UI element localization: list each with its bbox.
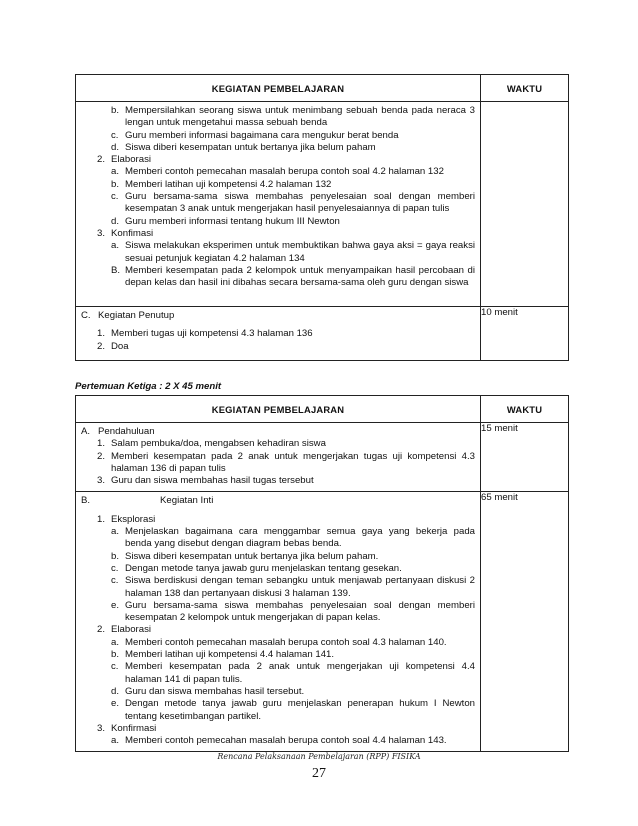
list-item-label: 2. <box>97 624 106 636</box>
core-activity-continued-list <box>76 102 480 293</box>
table-row <box>76 102 569 307</box>
list-item-text: Guru memberi informasi bagaimana cara mengukur berat benda <box>125 129 399 141</box>
list-item-text: Elaborasi <box>111 624 151 636</box>
list-item-text: Doa <box>111 340 129 352</box>
list-item-label: d. <box>111 215 120 227</box>
list-item-label: 2. <box>97 154 106 166</box>
meeting-heading: Pertemuan Ketiga : 2 X 45 menit <box>75 381 222 392</box>
section-title-opening: A. Pendahuluan <box>81 426 155 437</box>
footer-document-title: Rencana Pelaksanaan Pembelajaran (RPP) FISIKA <box>217 752 421 761</box>
page-number: 27 <box>312 766 326 781</box>
list-item-label: b. <box>111 649 120 661</box>
list-item-label: c. <box>111 129 119 141</box>
list-item-label: d. <box>111 685 120 697</box>
table-row <box>76 492 569 752</box>
list-item <box>81 341 475 353</box>
list-item <box>81 154 475 166</box>
table-header-row <box>76 75 569 102</box>
core-activity-list <box>81 514 475 748</box>
list-item-label: c. <box>111 661 119 673</box>
list-item-label: b. <box>111 550 120 562</box>
list-item <box>81 563 475 575</box>
list-item-text: Memberi kesempatan pada 2 anak untuk mengerjakan uji kompetensi 4.4 halaman 141 di papan tulis. <box>125 661 475 685</box>
list-item-label: a. <box>111 735 120 747</box>
list-item <box>81 191 475 216</box>
list-item <box>81 735 475 747</box>
column-header-activity: KEGIATAN PEMBELAJARAN <box>76 75 481 102</box>
list-item <box>81 514 475 526</box>
table-row <box>76 307 569 361</box>
list-item-text: Guru bersama-sama siswa membahas penyelesaian soal dengan memberi kesempatan 2 kelompok untuk mengerjakan di papan kelas. <box>125 599 475 624</box>
list-item-label: 3. <box>97 227 106 239</box>
table-header-row <box>76 396 569 423</box>
list-item <box>81 661 475 686</box>
list-item-text: Memberi tugas uji kompetensi 4.3 halaman 136 <box>111 328 313 340</box>
list-item <box>81 575 475 600</box>
list-item <box>81 105 475 130</box>
list-item-text: Siswa berdiskusi dengan teman sebangku untuk menjawab pertanyaan diskusi 2 halaman 138 dan pertanyaan diskusi 3 halaman 139. <box>125 575 475 599</box>
list-item-label: e. <box>111 698 120 710</box>
closing-activity-list <box>81 328 475 353</box>
list-item <box>81 142 475 154</box>
list-item-label: a. <box>111 636 120 648</box>
list-item <box>81 526 475 551</box>
list-item-text: Menjelaskan bagaimana cara menggambar semua gaya yang bekerja pada benda yang disebut dengan diagram bebas benda. <box>125 526 475 550</box>
list-item-label: c. <box>111 562 119 574</box>
list-item-label: a. <box>111 240 120 252</box>
list-item-text: Eksplorasi <box>111 513 156 525</box>
list-item <box>81 328 475 340</box>
time-core: 65 menit <box>481 492 569 752</box>
list-item <box>81 475 475 487</box>
list-item-text: Salam pembuka/doa, mengabsen kehadiran siswa <box>111 438 326 450</box>
list-item-text: Memberi latihan uji kompetensi 4.2 halaman 132 <box>125 178 332 190</box>
list-item <box>81 624 475 636</box>
list-item <box>81 166 475 178</box>
list-item <box>81 216 475 228</box>
activity-table-2 <box>75 395 569 752</box>
list-item-text: Memberi contoh pemecahan masalah berupa contoh soal 4.3 halaman 140. <box>125 636 447 648</box>
list-item <box>81 228 475 240</box>
list-item-text: Guru dan siswa membahas hasil tugas tersebut <box>111 475 314 487</box>
list-item <box>81 130 475 142</box>
list-item-text: Guru dan siswa membahas hasil tersebut. <box>125 685 305 697</box>
table-row <box>76 423 569 492</box>
list-item-text: Memberi latihan uji kompetensi 4.4 halaman 141. <box>125 649 335 661</box>
list-item <box>81 637 475 649</box>
list-item-text: Memberi contoh pemecahan masalah berupa contoh soal 4.4 halaman 143. <box>125 735 447 747</box>
list-item <box>81 600 475 625</box>
list-item-label: e. <box>111 599 120 611</box>
list-item-text: Siswa diberi kesempatan untuk bertanya jika belum paham. <box>125 550 379 562</box>
activity-table-1 <box>75 74 569 361</box>
list-item-text: Mempersilahkan seorang siswa untuk menimbang sebuah benda pada neraca 3 lengan untuk mengetahui massa sebuah benda <box>125 105 475 129</box>
list-item-label: c. <box>111 191 119 203</box>
column-header-time: WAKTU <box>481 396 569 423</box>
list-item-label: d. <box>111 141 120 153</box>
list-item-label: 3. <box>97 722 106 734</box>
list-item <box>81 551 475 563</box>
list-item-text: Konfirmasi <box>111 722 157 734</box>
list-item-label: b. <box>111 178 120 190</box>
list-item-label: a. <box>111 526 120 538</box>
list-item-label: 3. <box>97 475 106 487</box>
list-item-text: Guru bersama-sama siswa membahas penyelesaian soal dengan memberi kesempatan 3 anak untuk mengerjakan hasil penyelesaiannya di papan tulis <box>125 191 475 215</box>
list-item <box>81 698 475 723</box>
list-item-label: 1. <box>97 438 106 450</box>
column-header-activity: KEGIATAN PEMBELAJARAN <box>76 396 481 423</box>
list-item-label: c. <box>111 575 119 587</box>
time-closing: 10 menit <box>481 307 569 361</box>
list-item-label: 2. <box>97 340 106 352</box>
list-item-label: b. <box>111 105 120 116</box>
list-item-text: Dengan metode tanya jawab guru menjelaskan penerapan hukum I Newton tentang kesetimbangan partikel. <box>125 698 475 722</box>
list-item-text: Siswa melakukan eksperimen untuk membuktikan bahwa gaya aksi = gaya reaksi sesuai petunjuk kegiatan 4.2 halaman 134 <box>125 240 475 264</box>
list-item <box>81 649 475 661</box>
list-item <box>81 451 475 476</box>
section-title-core: B. Kegiatan Inti <box>81 495 214 507</box>
list-item-text: Guru memberi informasi tentang hukum III Newton <box>125 215 340 227</box>
list-item <box>81 179 475 191</box>
list-item-text: Memberi contoh pemecahan masalah berupa contoh soal 4.2 halaman 132 <box>125 166 444 178</box>
list-item <box>81 265 475 290</box>
list-item-label: 1. <box>97 328 106 340</box>
list-item-label: 1. <box>97 513 106 525</box>
list-item-label: B. <box>111 264 121 276</box>
column-header-time: WAKTU <box>481 75 569 102</box>
list-item-text: Dengan metode tanya jawab guru menjelaskan tentang gesekan. <box>125 562 402 574</box>
list-item-text: Konfimasi <box>111 227 154 239</box>
section-title-closing: C. Kegiatan Penutup <box>81 310 175 321</box>
list-item-text: Siswa diberi kesempatan untuk bertanya jika belum paham <box>125 141 376 153</box>
list-item <box>81 240 475 265</box>
list-item-label: 2. <box>97 450 106 462</box>
opening-activity-list <box>81 438 475 487</box>
list-item-label: a. <box>111 166 120 178</box>
list-item-text: Elaborasi <box>111 154 151 166</box>
list-item <box>81 723 475 735</box>
time-opening: 15 menit <box>481 423 569 492</box>
list-item-text: Memberi kesempatan pada 2 kelompok untuk menyampaikan hasil percobaan di depan kelas dan hasil ini dibahas secara bersama-sama oleh guru dengan siswa <box>125 264 475 289</box>
list-item-text: Memberi kesempatan pada 2 anak untuk mengerjakan tugas uji kompetensi 4.3 halaman 136 di papan tulis <box>111 450 475 474</box>
list-item <box>81 438 475 450</box>
list-item <box>81 686 475 698</box>
